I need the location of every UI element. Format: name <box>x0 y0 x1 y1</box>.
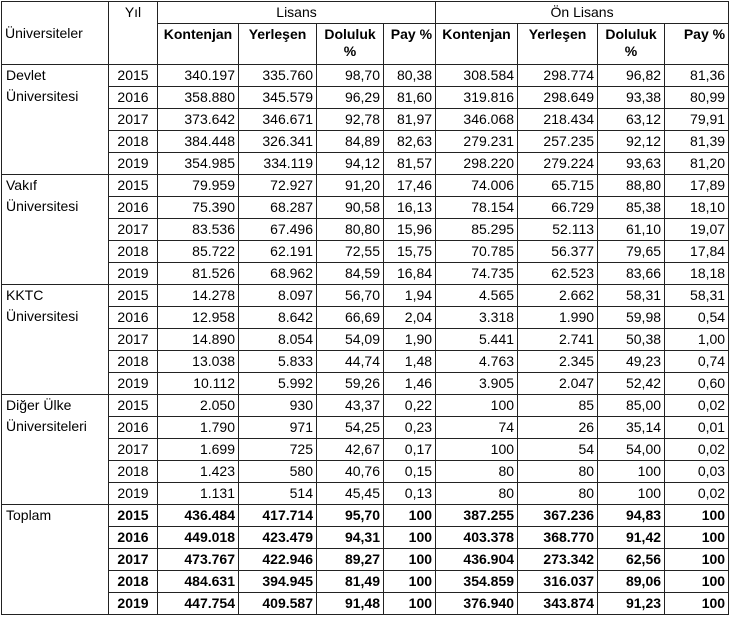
value-cell: 14.278 <box>158 285 239 307</box>
value-cell: 54,00 <box>598 439 665 461</box>
value-cell: 10.112 <box>158 373 239 395</box>
table-row <box>2 197 729 219</box>
year-cell: 2017 <box>109 219 158 241</box>
year-cell: 2018 <box>109 461 158 483</box>
table-row <box>2 219 729 241</box>
value-cell: 5.441 <box>436 329 518 351</box>
value-cell: 35,14 <box>598 417 665 439</box>
value-cell: 74.006 <box>436 175 518 197</box>
year-cell: 2017 <box>109 109 158 131</box>
value-cell: 18,18 <box>665 263 729 285</box>
value-cell: 94,31 <box>317 527 384 549</box>
value-cell: 100 <box>598 483 665 505</box>
value-cell: 100 <box>665 571 729 593</box>
value-cell: 65.715 <box>518 175 598 197</box>
value-cell: 0,23 <box>384 417 436 439</box>
value-cell: 100 <box>384 505 436 527</box>
value-cell: 403.378 <box>436 527 518 549</box>
value-cell: 62,56 <box>598 549 665 571</box>
value-cell: 16,84 <box>384 263 436 285</box>
year-cell: 2016 <box>109 417 158 439</box>
value-cell: 0,74 <box>665 351 729 373</box>
value-cell: 26 <box>518 417 598 439</box>
value-cell: 436.904 <box>436 549 518 571</box>
value-cell: 436.484 <box>158 505 239 527</box>
table-row <box>2 87 729 109</box>
table-row <box>2 527 729 549</box>
university-group-name: Toplam <box>2 505 109 615</box>
value-cell: 43,37 <box>317 395 384 417</box>
value-cell: 279.231 <box>436 131 518 153</box>
value-cell: 5.833 <box>239 351 317 373</box>
value-cell: 100 <box>598 461 665 483</box>
value-cell: 98,70 <box>317 65 384 87</box>
value-cell: 74.735 <box>436 263 518 285</box>
table-row <box>2 285 729 307</box>
table-row <box>2 593 729 615</box>
value-cell: 81,60 <box>384 87 436 109</box>
value-cell: 8.054 <box>239 329 317 351</box>
value-cell: 422.946 <box>239 549 317 571</box>
value-cell: 298.649 <box>518 87 598 109</box>
value-cell: 3.905 <box>436 373 518 395</box>
value-cell: 298.220 <box>436 153 518 175</box>
value-cell: 100 <box>436 395 518 417</box>
year-cell: 2015 <box>109 285 158 307</box>
value-cell: 90,58 <box>317 197 384 219</box>
value-cell: 2.741 <box>518 329 598 351</box>
value-cell: 257.235 <box>518 131 598 153</box>
value-cell: 2.050 <box>158 395 239 417</box>
value-cell: 409.587 <box>239 593 317 615</box>
value-cell: 449.018 <box>158 527 239 549</box>
value-cell: 83,66 <box>598 263 665 285</box>
value-cell: 66,69 <box>317 307 384 329</box>
value-cell: 95,70 <box>317 505 384 527</box>
value-cell: 17,46 <box>384 175 436 197</box>
value-cell: 42,67 <box>317 439 384 461</box>
value-cell: 79.959 <box>158 175 239 197</box>
value-cell: 279.224 <box>518 153 598 175</box>
value-cell: 91,48 <box>317 593 384 615</box>
value-cell: 367.236 <box>518 505 598 527</box>
value-cell: 84,89 <box>317 131 384 153</box>
value-cell: 79,65 <box>598 241 665 263</box>
value-cell: 80 <box>518 461 598 483</box>
value-cell: 81,39 <box>665 131 729 153</box>
value-cell: 61,10 <box>598 219 665 241</box>
year-cell: 2018 <box>109 351 158 373</box>
value-cell: 0,22 <box>384 395 436 417</box>
value-cell: 0,60 <box>665 373 729 395</box>
header-col-pay: Pay % <box>665 24 729 65</box>
value-cell: 17,84 <box>665 241 729 263</box>
value-cell: 81,57 <box>384 153 436 175</box>
value-cell: 45,45 <box>317 483 384 505</box>
value-cell: 81.526 <box>158 263 239 285</box>
value-cell: 2.662 <box>518 285 598 307</box>
table-row <box>2 329 729 351</box>
value-cell: 93,38 <box>598 87 665 109</box>
value-cell: 100 <box>384 527 436 549</box>
value-cell: 88,80 <box>598 175 665 197</box>
table-row <box>2 175 729 197</box>
value-cell: 54,09 <box>317 329 384 351</box>
value-cell: 40,76 <box>317 461 384 483</box>
header-lisans: Lisans <box>158 2 436 24</box>
value-cell: 92,12 <box>598 131 665 153</box>
value-cell: 100 <box>436 439 518 461</box>
table-row <box>2 373 729 395</box>
year-cell: 2019 <box>109 373 158 395</box>
value-cell: 368.770 <box>518 527 598 549</box>
value-cell: 52,42 <box>598 373 665 395</box>
value-cell: 4.763 <box>436 351 518 373</box>
value-cell: 91,42 <box>598 527 665 549</box>
table-row <box>2 153 729 175</box>
value-cell: 83.536 <box>158 219 239 241</box>
value-cell: 80 <box>436 461 518 483</box>
university-group-name: Diğer Ülke Üniversiteleri <box>2 395 109 505</box>
value-cell: 56,70 <box>317 285 384 307</box>
value-cell: 514 <box>239 483 317 505</box>
value-cell: 2.047 <box>518 373 598 395</box>
value-cell: 81,49 <box>317 571 384 593</box>
header-col-pay: Pay % <box>384 24 436 65</box>
value-cell: 62.191 <box>239 241 317 263</box>
value-cell: 0,15 <box>384 461 436 483</box>
value-cell: 72.927 <box>239 175 317 197</box>
value-cell: 59,98 <box>598 307 665 329</box>
header-col-kontenjan: Kontenjan <box>436 24 518 65</box>
table-row <box>2 131 729 153</box>
value-cell: 1,90 <box>384 329 436 351</box>
value-cell: 354.985 <box>158 153 239 175</box>
header-col-doluluk: Doluluk % <box>317 24 384 65</box>
value-cell: 93,63 <box>598 153 665 175</box>
value-cell: 376.940 <box>436 593 518 615</box>
value-cell: 80,99 <box>665 87 729 109</box>
value-cell: 1,48 <box>384 351 436 373</box>
value-cell: 85,38 <box>598 197 665 219</box>
value-cell: 100 <box>665 527 729 549</box>
value-cell: 580 <box>239 461 317 483</box>
table-row <box>2 549 729 571</box>
value-cell: 0,17 <box>384 439 436 461</box>
value-cell: 94,83 <box>598 505 665 527</box>
year-cell: 2015 <box>109 395 158 417</box>
table-row <box>2 395 729 417</box>
value-cell: 384.448 <box>158 131 239 153</box>
year-cell: 2019 <box>109 593 158 615</box>
value-cell: 58,31 <box>598 285 665 307</box>
value-cell: 81,97 <box>384 109 436 131</box>
header-universities: Üniversiteler <box>2 2 109 65</box>
value-cell: 308.584 <box>436 65 518 87</box>
year-cell: 2018 <box>109 571 158 593</box>
value-cell: 8.097 <box>239 285 317 307</box>
year-cell: 2017 <box>109 549 158 571</box>
value-cell: 16,13 <box>384 197 436 219</box>
value-cell: 66.729 <box>518 197 598 219</box>
value-cell: 18,10 <box>665 197 729 219</box>
value-cell: 70.785 <box>436 241 518 263</box>
value-cell: 373.642 <box>158 109 239 131</box>
year-cell: 2017 <box>109 329 158 351</box>
value-cell: 387.255 <box>436 505 518 527</box>
value-cell: 316.037 <box>518 571 598 593</box>
value-cell: 80 <box>436 483 518 505</box>
value-cell: 75.390 <box>158 197 239 219</box>
year-cell: 2015 <box>109 65 158 87</box>
value-cell: 100 <box>384 571 436 593</box>
value-cell: 17,89 <box>665 175 729 197</box>
value-cell: 96,29 <box>317 87 384 109</box>
value-cell: 85.295 <box>436 219 518 241</box>
table-row <box>2 307 729 329</box>
value-cell: 423.479 <box>239 527 317 549</box>
value-cell: 44,74 <box>317 351 384 373</box>
value-cell: 3.318 <box>436 307 518 329</box>
value-cell: 447.754 <box>158 593 239 615</box>
header-year: Yıl <box>109 2 158 65</box>
value-cell: 298.774 <box>518 65 598 87</box>
value-cell: 63,12 <box>598 109 665 131</box>
value-cell: 72,55 <box>317 241 384 263</box>
year-cell: 2019 <box>109 483 158 505</box>
value-cell: 79,91 <box>665 109 729 131</box>
value-cell: 218.434 <box>518 109 598 131</box>
table-row <box>2 571 729 593</box>
university-group-name: Devlet Üniversitesi <box>2 65 109 175</box>
value-cell: 19,07 <box>665 219 729 241</box>
year-cell: 2015 <box>109 175 158 197</box>
value-cell: 78.154 <box>436 197 518 219</box>
value-cell: 1,00 <box>665 329 729 351</box>
value-cell: 49,23 <box>598 351 665 373</box>
value-cell: 358.880 <box>158 87 239 109</box>
value-cell: 5.992 <box>239 373 317 395</box>
value-cell: 1,46 <box>384 373 436 395</box>
value-cell: 326.341 <box>239 131 317 153</box>
value-cell: 930 <box>239 395 317 417</box>
value-cell: 54,25 <box>317 417 384 439</box>
year-cell: 2016 <box>109 527 158 549</box>
value-cell: 15,75 <box>384 241 436 263</box>
table-row <box>2 65 729 87</box>
value-cell: 67.496 <box>239 219 317 241</box>
value-cell: 343.874 <box>518 593 598 615</box>
table-row <box>2 483 729 505</box>
table-row <box>2 241 729 263</box>
value-cell: 0,02 <box>665 439 729 461</box>
value-cell: 4.565 <box>436 285 518 307</box>
year-cell: 2016 <box>109 87 158 109</box>
table-row <box>2 109 729 131</box>
value-cell: 0,02 <box>665 395 729 417</box>
table-row <box>2 417 729 439</box>
value-cell: 0,54 <box>665 307 729 329</box>
value-cell: 74 <box>436 417 518 439</box>
university-placement-table <box>1 1 729 615</box>
value-cell: 91,20 <box>317 175 384 197</box>
value-cell: 80 <box>518 483 598 505</box>
value-cell: 346.068 <box>436 109 518 131</box>
value-cell: 354.859 <box>436 571 518 593</box>
value-cell: 0,03 <box>665 461 729 483</box>
value-cell: 68.287 <box>239 197 317 219</box>
value-cell: 12.958 <box>158 307 239 329</box>
value-cell: 80,38 <box>384 65 436 87</box>
value-cell: 62.523 <box>518 263 598 285</box>
value-cell: 58,31 <box>665 285 729 307</box>
value-cell: 89,06 <box>598 571 665 593</box>
university-group-name: Vakıf Üniversitesi <box>2 175 109 285</box>
value-cell: 2,04 <box>384 307 436 329</box>
value-cell: 54 <box>518 439 598 461</box>
value-cell: 100 <box>384 593 436 615</box>
value-cell: 346.671 <box>239 109 317 131</box>
value-cell: 50,38 <box>598 329 665 351</box>
header-onlisans: Ön Lisans <box>436 2 729 24</box>
value-cell: 0,01 <box>665 417 729 439</box>
value-cell: 725 <box>239 439 317 461</box>
value-cell: 14.890 <box>158 329 239 351</box>
value-cell: 100 <box>665 549 729 571</box>
value-cell: 84,59 <box>317 263 384 285</box>
table-body <box>2 65 729 615</box>
value-cell: 0,13 <box>384 483 436 505</box>
year-cell: 2018 <box>109 241 158 263</box>
value-cell: 100 <box>665 593 729 615</box>
table-row <box>2 351 729 373</box>
header-col-doluluk: Doluluk % <box>598 24 665 65</box>
value-cell: 1.423 <box>158 461 239 483</box>
value-cell: 89,27 <box>317 549 384 571</box>
value-cell: 80,80 <box>317 219 384 241</box>
value-cell: 91,23 <box>598 593 665 615</box>
header-col-yerlesen: Yerleşen <box>518 24 598 65</box>
value-cell: 340.197 <box>158 65 239 87</box>
university-group-name: KKTC Üniversitesi <box>2 285 109 395</box>
value-cell: 273.342 <box>518 549 598 571</box>
value-cell: 1,94 <box>384 285 436 307</box>
value-cell: 100 <box>665 505 729 527</box>
year-cell: 2016 <box>109 307 158 329</box>
value-cell: 345.579 <box>239 87 317 109</box>
value-cell: 8.642 <box>239 307 317 329</box>
year-cell: 2019 <box>109 263 158 285</box>
value-cell: 0,02 <box>665 483 729 505</box>
value-cell: 484.631 <box>158 571 239 593</box>
value-cell: 417.714 <box>239 505 317 527</box>
value-cell: 13.038 <box>158 351 239 373</box>
value-cell: 394.945 <box>239 571 317 593</box>
value-cell: 81,20 <box>665 153 729 175</box>
value-cell: 1.699 <box>158 439 239 461</box>
year-cell: 2017 <box>109 439 158 461</box>
value-cell: 1.131 <box>158 483 239 505</box>
value-cell: 2.345 <box>518 351 598 373</box>
value-cell: 81,36 <box>665 65 729 87</box>
table-row <box>2 439 729 461</box>
value-cell: 85,00 <box>598 395 665 417</box>
value-cell: 56.377 <box>518 241 598 263</box>
value-cell: 335.760 <box>239 65 317 87</box>
value-cell: 319.816 <box>436 87 518 109</box>
value-cell: 52.113 <box>518 219 598 241</box>
table-row <box>2 505 729 527</box>
value-cell: 92,78 <box>317 109 384 131</box>
table-row <box>2 461 729 483</box>
value-cell: 82,63 <box>384 131 436 153</box>
value-cell: 100 <box>384 549 436 571</box>
value-cell: 1.990 <box>518 307 598 329</box>
year-cell: 2016 <box>109 197 158 219</box>
value-cell: 94,12 <box>317 153 384 175</box>
value-cell: 15,96 <box>384 219 436 241</box>
year-cell: 2018 <box>109 131 158 153</box>
year-cell: 2019 <box>109 153 158 175</box>
value-cell: 68.962 <box>239 263 317 285</box>
header-col-yerlesen: Yerleşen <box>239 24 317 65</box>
value-cell: 1.790 <box>158 417 239 439</box>
value-cell: 96,82 <box>598 65 665 87</box>
value-cell: 85 <box>518 395 598 417</box>
value-cell: 59,26 <box>317 373 384 395</box>
header-col-kontenjan: Kontenjan <box>158 24 239 65</box>
value-cell: 334.119 <box>239 153 317 175</box>
value-cell: 85.722 <box>158 241 239 263</box>
value-cell: 473.767 <box>158 549 239 571</box>
value-cell: 971 <box>239 417 317 439</box>
year-cell: 2015 <box>109 505 158 527</box>
table-row <box>2 263 729 285</box>
